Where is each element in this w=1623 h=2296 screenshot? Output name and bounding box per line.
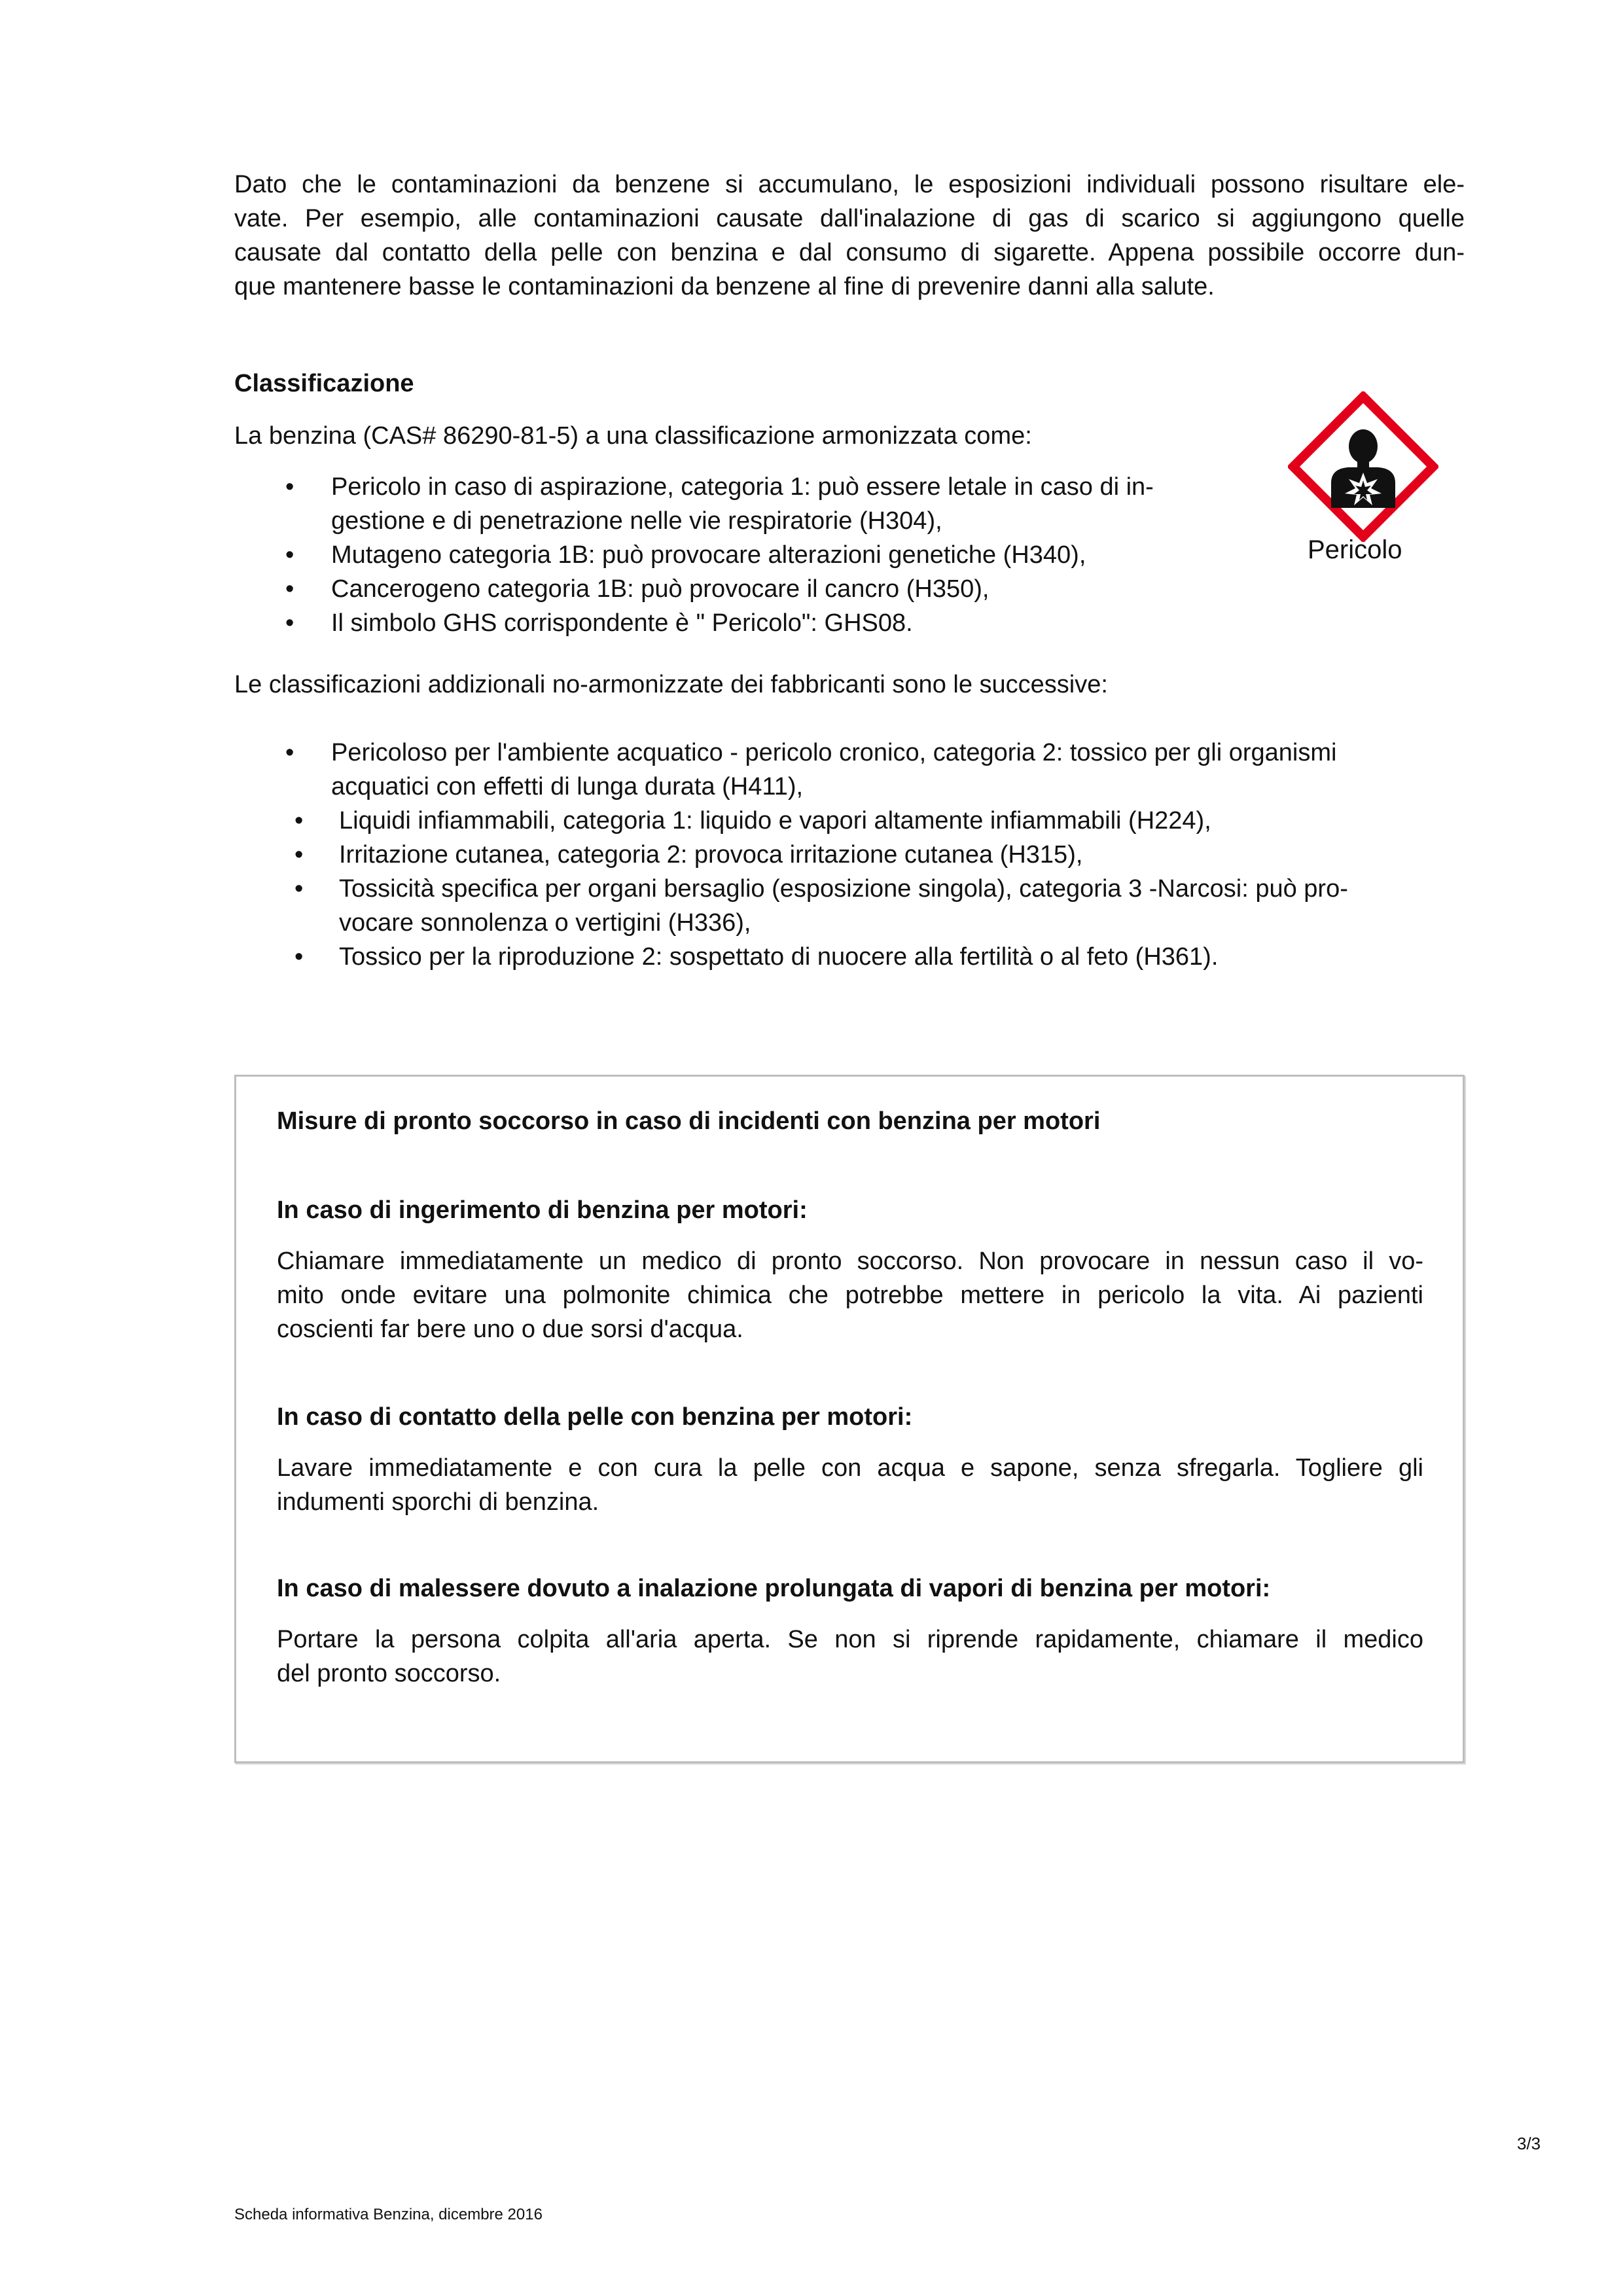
- ghs-pictogram-label: Pericolo: [1308, 535, 1402, 564]
- harmonized-list: [234, 470, 1255, 640]
- first-aid-box: [234, 1075, 1465, 1763]
- list-item: [234, 470, 1255, 538]
- list-item: [234, 872, 1465, 940]
- classification-title: Classificazione: [234, 370, 414, 397]
- additional-list: [234, 736, 1465, 974]
- intro-line: vate. Per esempio, alle contaminazioni causate dall'inalazione di gas di scarico si aggiungono quelle: [234, 205, 1465, 232]
- first-aid-title: Misure di pronto soccorso in caso di incidenti con benzina per motori: [277, 1107, 1101, 1135]
- intro-line: Dato che le contaminazioni da benzene si accumulano, le esposizioni individuali possono risultare ele-: [234, 171, 1465, 198]
- intro-line: que mantenere basse le contaminazioni da benzene al fine di prevenire danni alla salute.: [234, 273, 1215, 300]
- list-item: [234, 940, 1465, 974]
- page-number: 3/3: [1517, 2134, 1541, 2153]
- page-footer: Scheda informativa Benzina, dicembre 2016: [234, 2206, 543, 2223]
- inhalation-line: Portare la persona colpita all'aria aperta. Se non si riprende rapidamente, chiamare il medico: [277, 1626, 1423, 1653]
- skin-contact-line: Lavare immediatamente e con cura la pelle con acqua e sapone, senza sfregarla. Togliere gli: [277, 1454, 1423, 1482]
- additional-lead: Le classificazioni addizionali no-armonizzate dei fabbricanti sono le successive:: [234, 671, 1108, 698]
- list-item: [234, 736, 1465, 804]
- inhalation-line: del pronto soccorso.: [277, 1660, 501, 1687]
- list-item-text: Mutageno categoria 1B: può provocare alterazioni genetiche (H340),: [331, 541, 1086, 569]
- list-item-text: Pericolo in caso di aspirazione, categoria 1: può essere letale in caso di in-: [331, 473, 1154, 501]
- classification-lead: La benzina (CAS# 86290-81-5) a una classificazione armonizzata come:: [234, 422, 1032, 450]
- list-item: [234, 838, 1465, 872]
- ingestion-line: mito onde evitare una polmonite chimica che potrebbe mettere in pericolo la vita. Ai pazienti: [277, 1282, 1423, 1309]
- list-item-text: Cancerogeno categoria 1B: può provocare il cancro (H350),: [331, 575, 990, 603]
- ingestion-line: coscienti far bere uno o due sorsi d'acqua.: [277, 1316, 743, 1343]
- list-item: [234, 606, 1255, 640]
- list-item: [234, 538, 1255, 572]
- list-item-text: gestione e di penetrazione nelle vie respiratorie (H304),: [331, 507, 942, 535]
- list-item-text: Il simbolo GHS corrispondente è " Pericolo": GHS08.: [331, 609, 913, 637]
- list-item-text: Tossicità specifica per organi bersaglio (esposizione singola), categoria 3 -Narcosi: può pro-: [339, 875, 1348, 903]
- inhalation-text: [277, 1623, 1423, 1691]
- skin-contact-text: [277, 1451, 1423, 1519]
- intro-paragraph: [234, 168, 1465, 304]
- skin-contact-title: In caso di contatto della pelle con benzina per motori:: [277, 1403, 913, 1431]
- skin-contact-line: indumenti sporchi di benzina.: [277, 1488, 599, 1516]
- list-item-text: Liquidi infiammabili, categoria 1: liquido e vapori altamente infiammabili (H224),: [339, 807, 1211, 834]
- list-item-text: Irritazione cutanea, categoria 2: provoca irritazione cutanea (H315),: [339, 841, 1083, 869]
- intro-line: causate dal contatto della pelle con benzina e dal consumo di sigarette. Appena possibile occorre dun-: [234, 239, 1465, 266]
- ingestion-title: In caso di ingerimento di benzina per motori:: [277, 1196, 808, 1224]
- list-item-text: acquatici con effetti di lunga durata (H411),: [331, 773, 804, 800]
- list-item-text: Tossico per la riproduzione 2: sospettato di nuocere alla fertilità o al feto (H361).: [339, 943, 1219, 971]
- list-item: [234, 804, 1465, 838]
- list-item: [234, 572, 1255, 606]
- list-item-text: Pericoloso per l'ambiente acquatico - pericolo cronico, categoria 2: tossico per gli organismi: [331, 739, 1337, 766]
- ingestion-line: Chiamare immediatamente un medico di pronto soccorso. Non provocare in nessun caso il vo-: [277, 1247, 1423, 1275]
- list-item-text: vocare sonnolenza o vertigini (H336),: [339, 909, 751, 937]
- ingestion-text: [277, 1244, 1423, 1346]
- ghs08-health-hazard-icon: [1288, 391, 1438, 542]
- inhalation-title: In caso di malessere dovuto a inalazione prolungata di vapori di benzina per motori:: [277, 1575, 1271, 1602]
